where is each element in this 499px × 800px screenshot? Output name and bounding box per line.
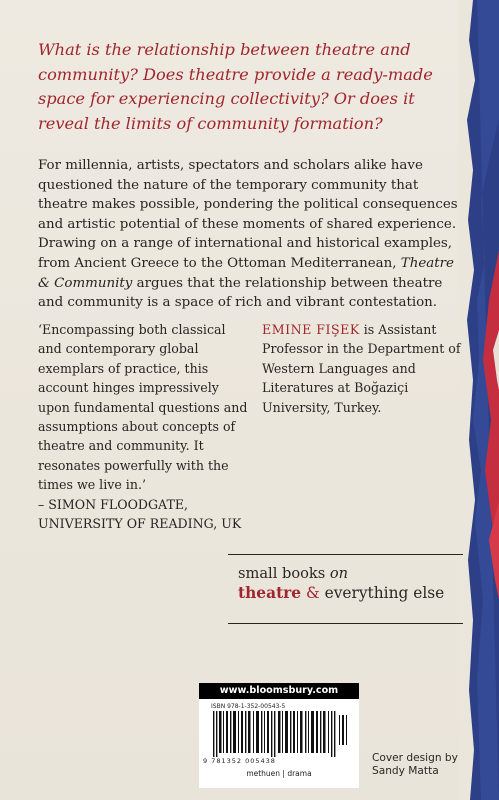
series-small-books: small books [238, 565, 330, 582]
author-name: EMINE FIŞEK [262, 322, 360, 337]
barcode-digits: 9 781352 005438 [203, 757, 276, 765]
isbn-label: ISBN 978-1-352-00543-5 [211, 703, 286, 710]
description-part1: For millennia, artists, spectators and scholars alike have questioned the nature of the temporary community that theatre makes possible, pondering the political consequences and artistic potential of these moments of shared experience. Drawing on a range of international and historical examples, from Ancient Greece to the Ottoman Mediterranean, [38, 158, 458, 271]
cover-credit [372, 752, 472, 779]
cover-credit-line-2: Sandy Matta [372, 765, 439, 778]
endorsement [38, 320, 250, 533]
series-line-2 [238, 584, 463, 602]
series-theatre: theatre [238, 584, 302, 602]
series-ampersand: & [305, 584, 320, 602]
endorsement-attribution-1: – SIMON FLOODGATE, [38, 496, 189, 512]
barcode-panel [199, 683, 359, 788]
series-logo [228, 554, 463, 624]
series-line-1 [238, 565, 463, 582]
author-bio-text: is Assistant Professor in the Department of Western Languages and Literatures at Boğaziçi University, Turkey. [262, 322, 461, 415]
publisher-url: www.bloomsbury.com [199, 683, 359, 699]
description-part2: argues that the relationship between theatre and community is a space of rich and vibrant contestation. [38, 275, 443, 311]
series-everything-else: everything else [324, 584, 445, 602]
description-book-title: Theatre & Community [38, 255, 454, 291]
series-on: on [329, 565, 349, 582]
imprint-logo: methuen | drama [246, 769, 312, 778]
endorsement-attribution-2: UNIVERSITY OF READING, UK [38, 516, 242, 532]
lead-question: What is the relationship between theatre and community? Does theatre provide a ready-made space for experiencing collectivity? Or does it reveal the limits of community formation? [38, 40, 433, 133]
author-bio [262, 320, 462, 417]
description-paragraph [38, 156, 466, 313]
endorsement-quote: ‘Encompassing both classical and contemporary global exemplars of practice, this account hinges impressively upon fundamental questions and assumptions about concepts of theatre and community. It resonates powerfully with the times we live in.’ [38, 322, 248, 493]
cover-art-edge [459, 0, 499, 800]
barcode-icon [207, 711, 351, 757]
cover-credit-line-1: Cover design by [372, 752, 458, 764]
